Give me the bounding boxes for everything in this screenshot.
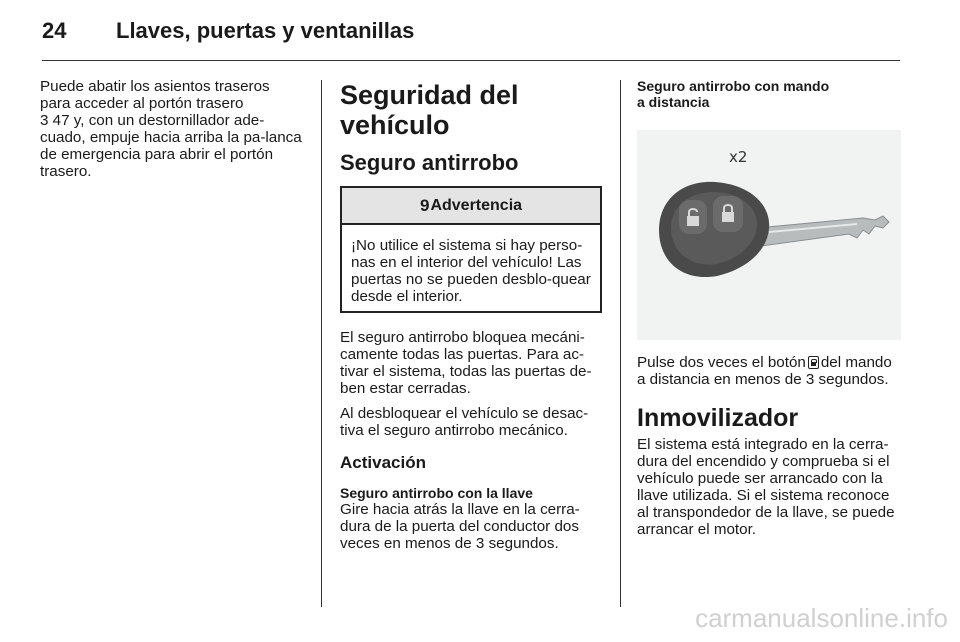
watermark: carmanualsonline.info <box>695 603 948 633</box>
key-lock-text: Gire hacia atrás la llave en la cerra-dura de la puerta del conductor dos veces en menos de 3 segundos. <box>340 501 580 552</box>
section-title: Seguridad del vehículo <box>340 80 519 140</box>
immobilizer-heading: Inmovilizador <box>637 404 799 432</box>
page-header <box>42 18 920 58</box>
page-ref-arrow-icon: 3 <box>40 112 49 129</box>
remote-lock-heading: Seguro antirrobo con mando a distancia <box>637 78 830 110</box>
remote-text-part: Pulse dos veces el botón <box>637 354 806 371</box>
activation-heading: Activación <box>340 453 426 472</box>
warning-box <box>340 186 602 313</box>
remote-text-part: del mando a distancia en menos de 3 segundos. <box>637 354 892 388</box>
warning-header <box>342 188 600 225</box>
warning-body: ¡No utilice el sistema si hay perso-nas en el interior del vehículo! Las puertas no se pueden desblo-quear desde el interior. <box>351 237 591 305</box>
warning-title: Advertencia <box>430 196 523 214</box>
column-divider <box>321 80 322 607</box>
intro-paragraph <box>40 78 302 180</box>
column-left <box>40 78 302 180</box>
immobilizer-text: El sistema está integrado en la cerra-dura del encendido y comprueba si el vehículo puede ser arrancado con la llave utilizada. Si el sistema reconoce al transpondedor de la llave, se puede arrancar el motor. <box>637 436 895 538</box>
body-paragraph: Al desbloquear el vehículo se desac-tiva el seguro antirrobo mecánico. <box>340 405 589 439</box>
column-right <box>637 78 903 538</box>
column-divider <box>620 80 621 607</box>
chapter-title: Llaves, puertas y ventanillas <box>116 18 415 43</box>
column-middle <box>340 78 604 552</box>
lock-icon <box>808 356 819 369</box>
key-fob-illustration <box>637 130 901 340</box>
page-ref-text: 47 y, con un destornillador ade-cuado, empuje hacia arriba la pa-lanca de emergencia para abrir el portón trasero. <box>40 112 302 180</box>
remote-lock-text <box>637 354 903 388</box>
subsection-title: Seguro antirrobo <box>340 150 519 175</box>
intro-text: Puede abatir los asientos traseros para acceder al portón trasero <box>40 78 270 112</box>
press-count-label: x2 <box>729 148 748 166</box>
page-number: 24 <box>42 18 67 43</box>
warning-triangle-icon: 9 <box>419 195 430 215</box>
key-lock-heading: Seguro antirrobo con la llave <box>340 485 533 501</box>
header-rule <box>42 60 900 61</box>
body-paragraph: El seguro antirrobo bloquea mecáni-camente todas las puertas. Para ac-tivar el sistema, todas las puertas de-ben estar cerradas. <box>340 329 592 397</box>
